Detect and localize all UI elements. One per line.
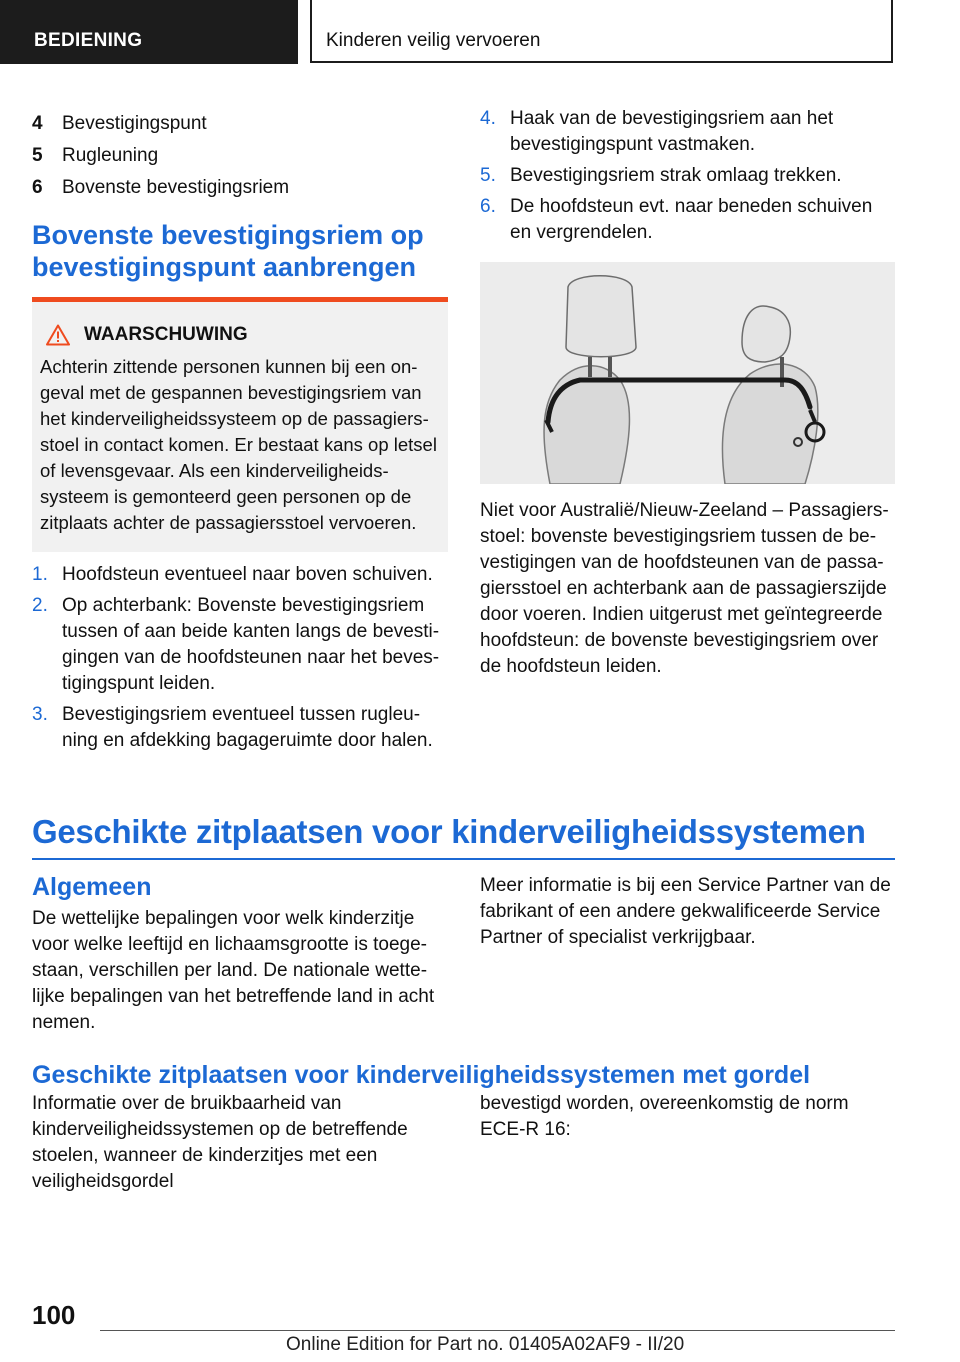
step-text: De hoofdsteun evt. naar beneden schuiven en vergrendelen. [510, 196, 873, 243]
belt-paragraph-continued: bevestigd worden, overeenkomstig de norm ECE-R 16: [480, 1093, 849, 1140]
section-heading: Bovenste bevestigingsriem op bevestigingspunt aanbrengen [32, 220, 424, 282]
note-paragraph: Niet voor Australië/Nieuw-Zeeland – Passagiersstoel: bovenste bevestigingsriem tussen de bevestigingen van de hoofdsteunen van de passagiersstoel en achterbank aan de passagierszijde door voeren. Indien uitgerust met geïntegreerde hoofdsteun: de bovenste bevestigingsriem over de hoofdsteun leiden. [480, 500, 889, 677]
steps-list-right [480, 106, 895, 246]
legend-label: Bovenste bevestigingsriem [62, 177, 290, 198]
subsection-heading: Geschikte zitplaatsen voor kinderveiligheidssystemen met gordel [32, 1061, 811, 1089]
legend-number: 6 [32, 177, 43, 198]
headrest-tether-illustration [480, 262, 895, 484]
chapter-section-title: Geschikte zitplaatsen voor kinderveiligheidssystemen [32, 812, 895, 860]
step-number: 5. [480, 165, 496, 186]
step-text: Bevestigingsriem strak omlaag trekken. [510, 165, 842, 186]
warning-text: Achterin zittende personen kunnen bij een ongeval met de gespannen bevestigingsriem van het kinderveiligheidssysteem op de passagiersstoel in contact komen. Er bestaat kans op letsel of levensgevaar. Als een kinderveiligheidssysteem is gemonteerd geen personen op de zitplaats achter de passagiersstoel vervoeren. [40, 356, 437, 533]
step-number: 3. [32, 704, 48, 725]
step-item [480, 163, 895, 189]
subsection-heading: Algemeen [32, 873, 152, 901]
legend-number: 5 [32, 145, 43, 166]
step-text: Haak van de bevestigingsriem aan het bevestigingspunt vastmaken. [510, 108, 834, 155]
step-number: 4. [480, 108, 496, 129]
legend-item [32, 111, 448, 137]
warning-triangle-icon [46, 324, 70, 346]
step-item [32, 593, 448, 697]
step-item [32, 562, 448, 588]
step-item [480, 106, 895, 158]
legend-list [32, 111, 448, 201]
legend-number: 4 [32, 113, 43, 134]
legend-label: Rugleuning [62, 145, 159, 166]
right-column [480, 106, 895, 680]
footer-divider [100, 1330, 895, 1331]
page-number: 100 [32, 1300, 76, 1330]
chapter-header [310, 0, 893, 63]
warning-header [40, 322, 438, 348]
seat-headrest-illustration [480, 262, 895, 484]
belt-paragraph: Informatie over de bruikbaarheid van kinderveiligheidssystemen op de betreffende stoelen, wanneer de kinderzitjes met een veiligheidsgordel [32, 1093, 408, 1192]
legend-item [32, 143, 448, 169]
warning-title: WAARSCHUWING [84, 324, 248, 345]
section-tab [0, 0, 298, 64]
step-number: 1. [32, 564, 48, 585]
steps-list-left [32, 562, 448, 754]
step-number: 2. [32, 595, 48, 616]
step-number: 6. [480, 196, 496, 217]
belt-right [480, 1091, 895, 1143]
step-item [480, 194, 895, 246]
general-paragraph: De wettelijke bepalingen voor welk kinderzitje voor welke leeftijd en lichaamsgrootte is toegestaan, verschillen per land. De nationale wettelijke bepalingen van het betreffende land in acht nemen. [32, 908, 435, 1033]
footer-edition: Online Edition for Part no. 01405A02AF9 - II/20 [286, 1334, 685, 1355]
step-text: Hoofdsteun eventueel naar boven schuiven. [62, 564, 433, 585]
chapter-title: Kinderen veilig vervoeren [326, 30, 541, 51]
belt-left [32, 1091, 448, 1195]
section-label: BEDIENING [34, 30, 143, 51]
legend-label: Bevestigingspunt [62, 113, 207, 134]
legend-item [32, 175, 448, 201]
warning-box [32, 297, 448, 552]
step-item [32, 702, 448, 754]
left-column [32, 111, 448, 759]
general-left [32, 872, 448, 1036]
general-paragraph-continued: Meer informatie is bij een Service Partner van de fabrikant of een andere gekwalificeerde Service Partner of specialist verkrijgbaar. [480, 875, 891, 948]
step-text: Bevestigingsriem eventueel tussen rugleuning en afdekking bagageruimte door halen. [62, 704, 433, 751]
general-right [480, 873, 895, 951]
step-text: Op achterbank: Bovenste bevestigingsriem tussen of aan beide kanten langs de bevestigingen van de hoofdsteunen naar het bevestigingspunt leiden. [62, 595, 440, 694]
